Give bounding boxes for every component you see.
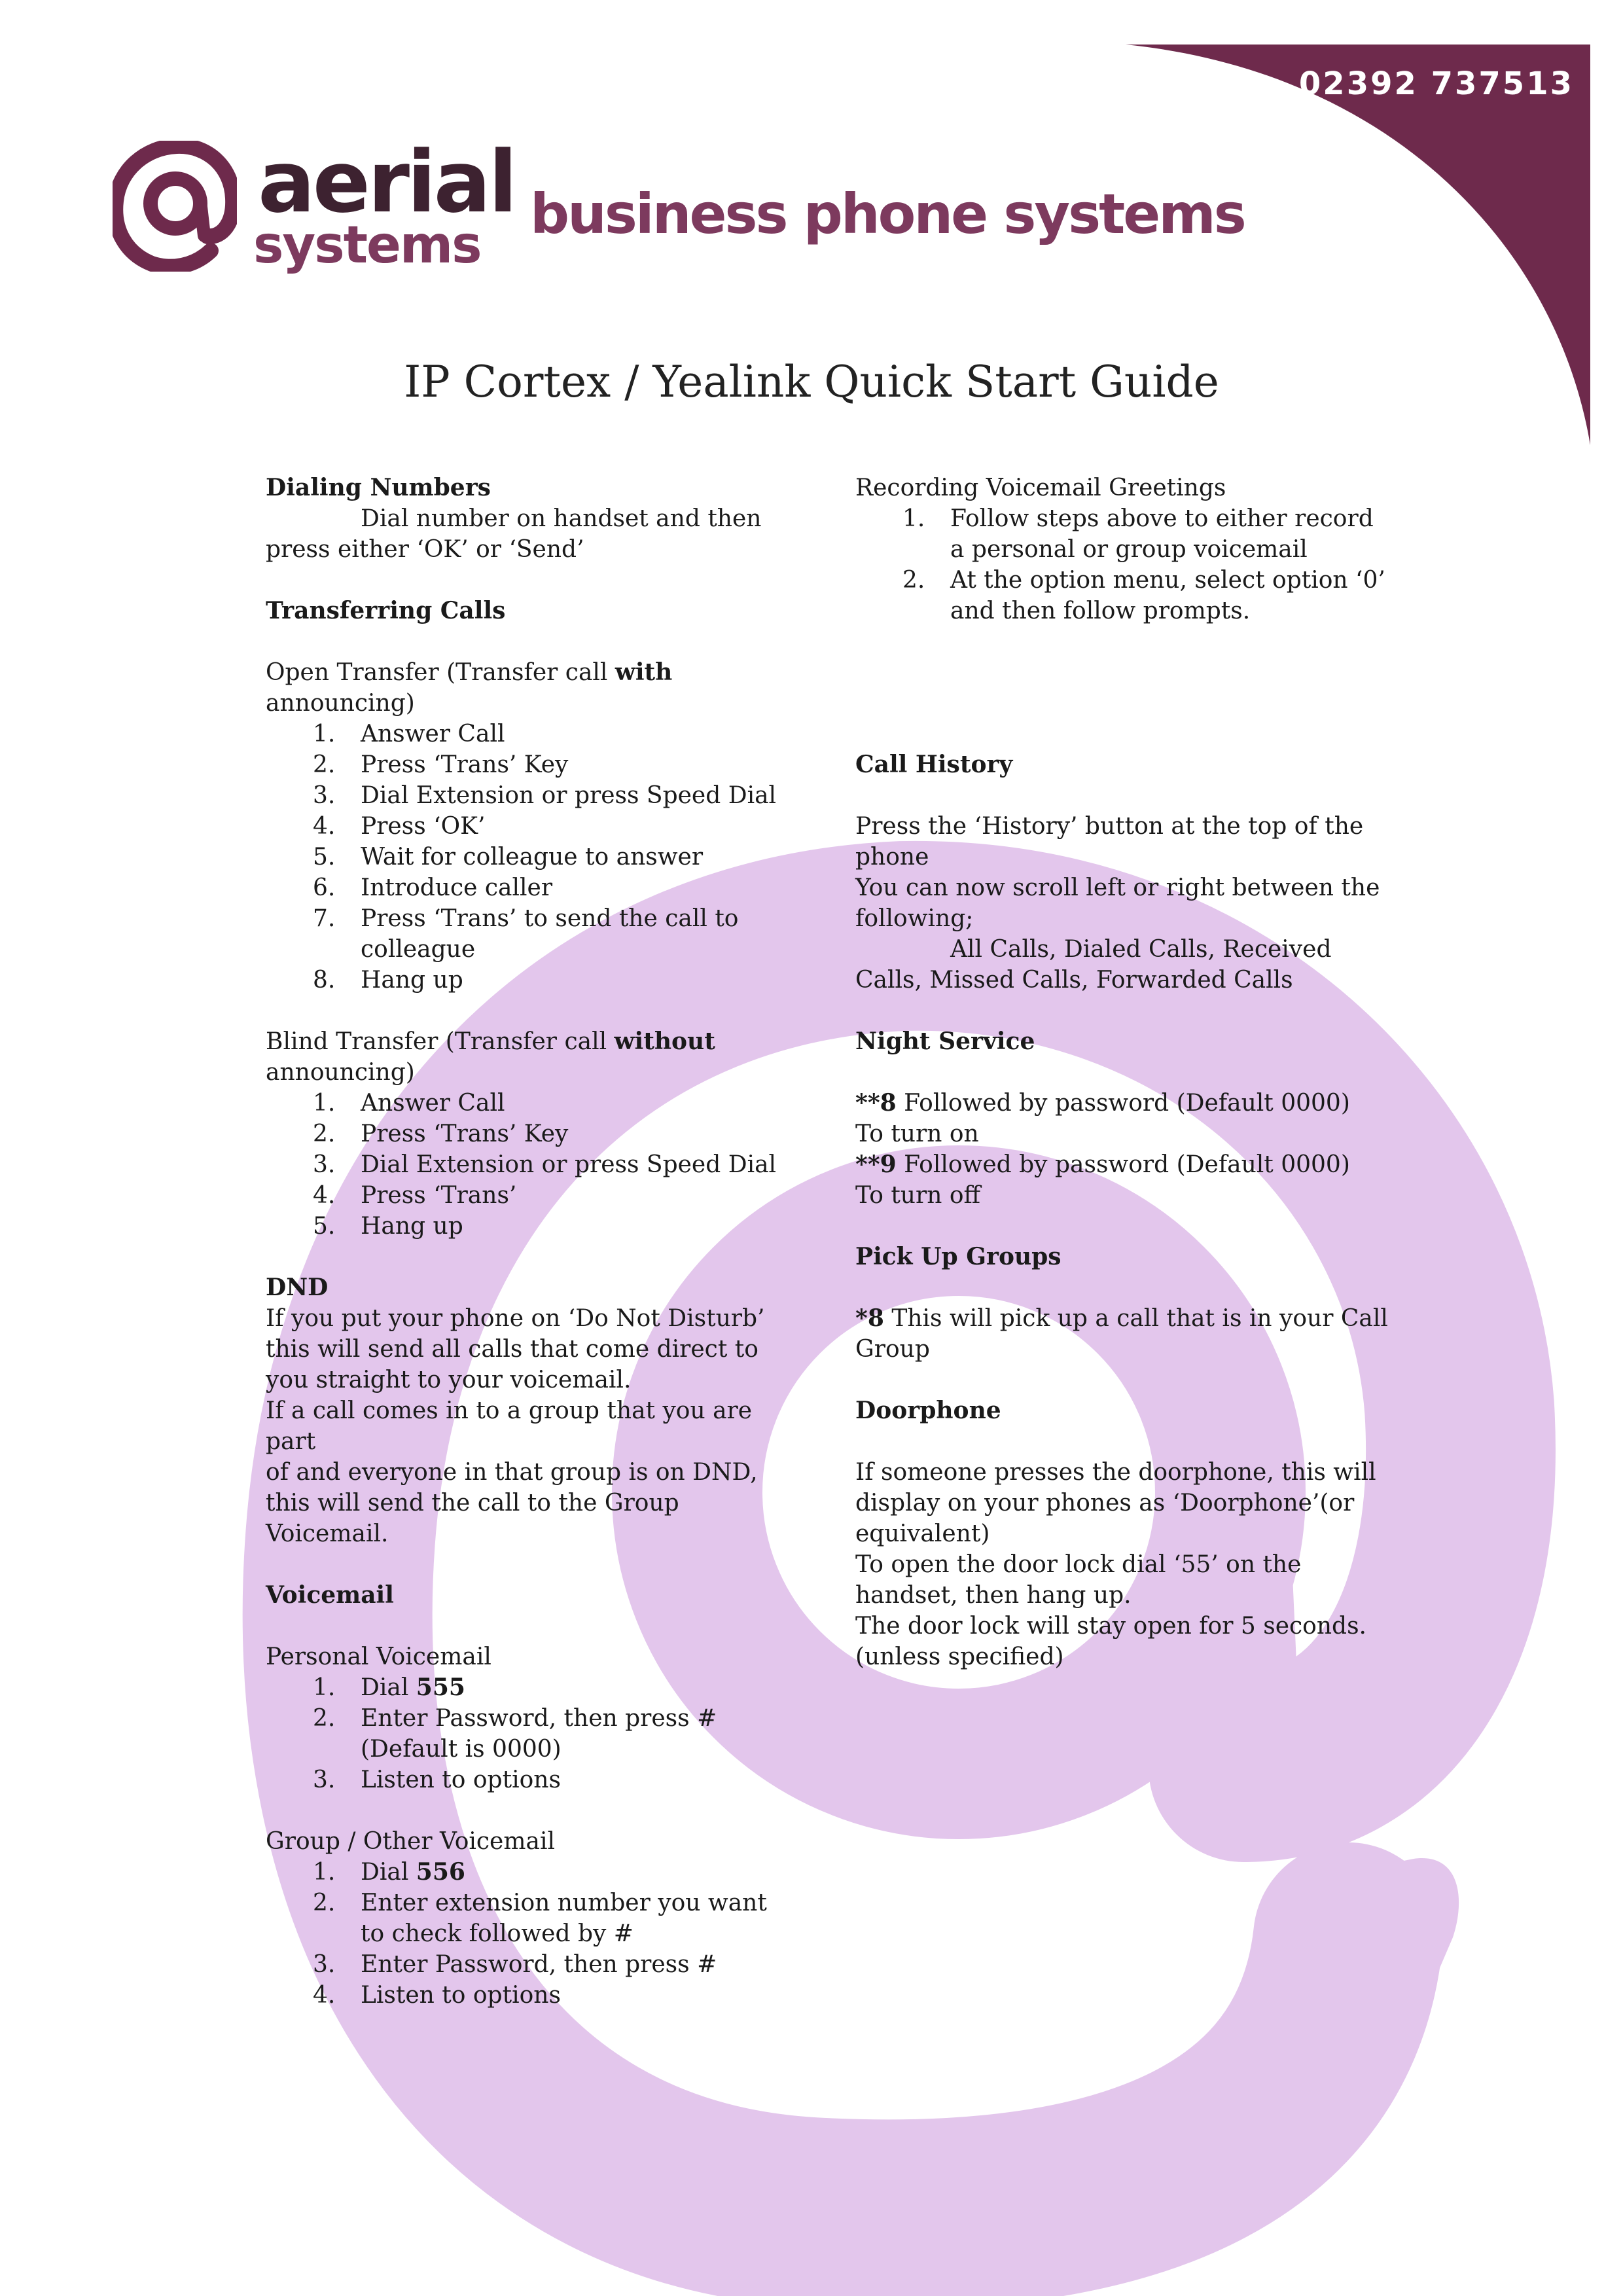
list-item: 3. Listen to options xyxy=(313,1767,561,1793)
night-on-line xyxy=(855,1088,1418,1119)
doorphone-line: The door lock will stay open for 5 seconds. xyxy=(855,1613,1366,1640)
list-item-continuation xyxy=(266,934,802,965)
list-item: 2. At the option menu, select option ‘0’ xyxy=(902,567,1385,594)
step-text: Hang up xyxy=(361,967,463,994)
history-list-line2: Calls, Missed Calls, Forwarded Calls xyxy=(855,967,1293,994)
blind-transfer-label xyxy=(266,1026,802,1057)
section-voicemail-heading: Voicemail xyxy=(266,1581,394,1609)
logo-at-icon xyxy=(113,141,237,272)
step-text: Listen to options xyxy=(361,1767,561,1793)
dnd-line: If a call comes in to a group that you are part xyxy=(266,1397,753,1455)
step-text: Press ‘Trans’ Key xyxy=(361,1121,569,1147)
list-item: 3. Dial Extension or press Speed Dial xyxy=(313,782,777,809)
list-item: 2. Enter Password, then press # xyxy=(313,1705,717,1732)
doorphone-line: handset, then hang up. xyxy=(855,1582,1132,1609)
doorphone-line: display on your phones as ‘Doorphone’(or xyxy=(855,1490,1355,1516)
step-text: Answer Call xyxy=(361,1090,505,1117)
step-text: Answer Call xyxy=(361,721,505,747)
list-item: 1. Dial 555 xyxy=(313,1674,465,1701)
step-text: Dial Extension or press Speed Dial xyxy=(361,1151,777,1178)
doorphone-line: equivalent) xyxy=(855,1520,990,1547)
logo-word-systems: systems xyxy=(253,216,481,275)
list-item: 4. Press ‘OK’ xyxy=(313,813,486,840)
step-text: At the option menu, select option ‘0’ xyxy=(950,567,1385,594)
section-doorphone-heading: Doorphone xyxy=(855,1397,1001,1424)
left-column xyxy=(266,473,802,2011)
list-item: 1. Follow steps above to either record xyxy=(902,505,1374,532)
list-item-continuation xyxy=(266,1918,802,1949)
doorphone-line: (unless specified) xyxy=(855,1643,1064,1670)
section-dialing-heading: Dialing Numbers xyxy=(266,474,491,501)
open-transfer-label-text: Open Transfer (Transfer call xyxy=(266,659,615,686)
dial-code: 556 xyxy=(416,1858,465,1886)
section-transferring-heading: Transferring Calls xyxy=(266,597,506,624)
personal-voicemail-label: Personal Voicemail xyxy=(266,1643,491,1670)
step-text: to check followed by # xyxy=(361,1920,633,1947)
section-pickup-heading: Pick Up Groups xyxy=(855,1243,1061,1270)
step-text: Hang up xyxy=(361,1213,463,1240)
dnd-line: Voicemail. xyxy=(266,1520,389,1547)
list-item: 3. Enter Password, then press # xyxy=(313,1951,717,1978)
list-item: 1. Answer Call xyxy=(313,1090,505,1117)
step-text: Press ‘Trans’ to send the call to xyxy=(361,905,739,932)
personal-voicemail-steps xyxy=(266,1672,802,1795)
list-item: 4. Listen to options xyxy=(313,1982,561,2009)
list-item: 1. Answer Call xyxy=(313,721,505,747)
right-column xyxy=(855,473,1418,1672)
header-phone-number: 02392 737513 xyxy=(1298,65,1574,102)
list-item: 2. Press ‘Trans’ Key xyxy=(313,1121,569,1147)
dnd-line: If you put your phone on ‘Do Not Disturb’ xyxy=(266,1305,765,1332)
history-line: phone xyxy=(855,844,929,870)
list-item: 8. Hang up xyxy=(313,967,463,994)
history-line: Press the ‘History’ button at the top of the xyxy=(855,813,1364,840)
blind-transfer-label-text: Blind Transfer (Transfer call xyxy=(266,1028,615,1055)
step-text: Enter extension number you want xyxy=(361,1890,767,1916)
step-text: Wait for colleague to answer xyxy=(361,844,704,870)
step-text: Follow steps above to either record xyxy=(950,505,1374,532)
night-on-text: Followed by password (Default 0000) xyxy=(896,1090,1350,1117)
step-text: (Default is 0000) xyxy=(361,1736,562,1763)
list-item: 5. Wait for colleague to answer xyxy=(313,844,704,870)
section-call-history-heading: Call History xyxy=(855,751,1013,778)
night-off-text: Followed by password (Default 0000) xyxy=(896,1151,1350,1178)
pickup-code: *8 xyxy=(855,1304,884,1332)
pickup-text: This will pick up a call that is in your Call xyxy=(883,1305,1388,1332)
list-item: 5. Hang up xyxy=(313,1213,463,1240)
list-item: 2. Enter extension number you want xyxy=(313,1890,767,1916)
dialing-text-line1: Dial number on handset and then xyxy=(361,505,762,532)
dnd-line: you straight to your voicemail. xyxy=(266,1367,632,1393)
open-transfer-label-end: announcing) xyxy=(266,690,415,717)
history-line: You can now scroll left or right between the xyxy=(855,874,1380,901)
doorphone-line: To open the door lock dial ‘55’ on the xyxy=(855,1551,1302,1578)
section-dnd-heading: DND xyxy=(266,1274,329,1301)
dnd-line: this will send the call to the Group xyxy=(266,1490,679,1516)
group-voicemail-steps xyxy=(266,1857,802,2011)
doorphone-line: If someone presses the doorphone, this will xyxy=(855,1459,1376,1486)
dnd-line: this will send all calls that come direct to xyxy=(266,1336,758,1363)
night-off-line2: To turn off xyxy=(855,1182,981,1209)
step-text: Introduce caller xyxy=(361,874,553,901)
step-text: Dial xyxy=(361,1674,416,1701)
greetings-steps xyxy=(855,503,1418,626)
section-night-service-heading: Night Service xyxy=(855,1028,1035,1055)
dialing-text-line2: press either ‘OK’ or ‘Send’ xyxy=(266,536,584,563)
header-tagline: business phone systems xyxy=(530,182,1245,246)
step-text: a personal or group voicemail xyxy=(950,536,1308,563)
open-transfer-steps xyxy=(266,719,802,996)
blind-transfer-label-bold: without xyxy=(614,1028,715,1055)
open-transfer-label-bold: with xyxy=(615,658,673,686)
list-item-continuation xyxy=(266,1734,802,1765)
list-item: 7. Press ‘Trans’ to send the call to xyxy=(313,905,739,932)
step-text: Press ‘Trans’ Key xyxy=(361,751,569,778)
step-text: Press ‘OK’ xyxy=(361,813,486,840)
dnd-line: of and everyone in that group is on DND, xyxy=(266,1459,758,1486)
dial-code: 555 xyxy=(416,1674,465,1701)
pickup-line2: Group xyxy=(855,1336,930,1363)
pickup-line xyxy=(855,1303,1418,1334)
blind-transfer-label-end: announcing) xyxy=(266,1059,415,1086)
open-transfer-label xyxy=(266,657,802,688)
greetings-heading: Recording Voicemail Greetings xyxy=(855,475,1226,501)
history-line: following; xyxy=(855,905,974,932)
night-off-code: **9 xyxy=(855,1151,897,1178)
step-text: Listen to options xyxy=(361,1982,561,2009)
step-text: Press ‘Trans’ xyxy=(361,1182,517,1209)
logo-word-aerial: aerial xyxy=(258,132,515,232)
list-item-continuation xyxy=(855,596,1418,626)
step-text: Dial Extension or press Speed Dial xyxy=(361,782,777,809)
group-voicemail-label: Group / Other Voicemail xyxy=(266,1828,555,1855)
list-item: 4. Press ‘Trans’ xyxy=(313,1182,517,1209)
list-item: 6. Introduce caller xyxy=(313,874,553,901)
company-logo xyxy=(113,132,515,298)
list-item: 3. Dial Extension or press Speed Dial xyxy=(313,1151,777,1178)
page-title: IP Cortex / Yealink Quick Start Guide xyxy=(404,357,1219,407)
step-text: colleague xyxy=(361,936,476,963)
step-text: Dial xyxy=(361,1859,416,1886)
step-text: and then follow prompts. xyxy=(950,598,1251,624)
list-item-continuation xyxy=(855,534,1418,565)
step-text: Enter Password, then press # xyxy=(361,1705,717,1732)
night-on-line2: To turn on xyxy=(855,1121,979,1147)
history-list-line1: All Calls, Dialed Calls, Received xyxy=(950,936,1332,963)
step-text: Enter Password, then press # xyxy=(361,1951,717,1978)
list-item: 2. Press ‘Trans’ Key xyxy=(313,751,569,778)
night-on-code: **8 xyxy=(855,1089,897,1117)
night-off-line xyxy=(855,1149,1418,1180)
list-item: 1. Dial 556 xyxy=(313,1858,465,1886)
blind-transfer-steps xyxy=(266,1088,802,1242)
